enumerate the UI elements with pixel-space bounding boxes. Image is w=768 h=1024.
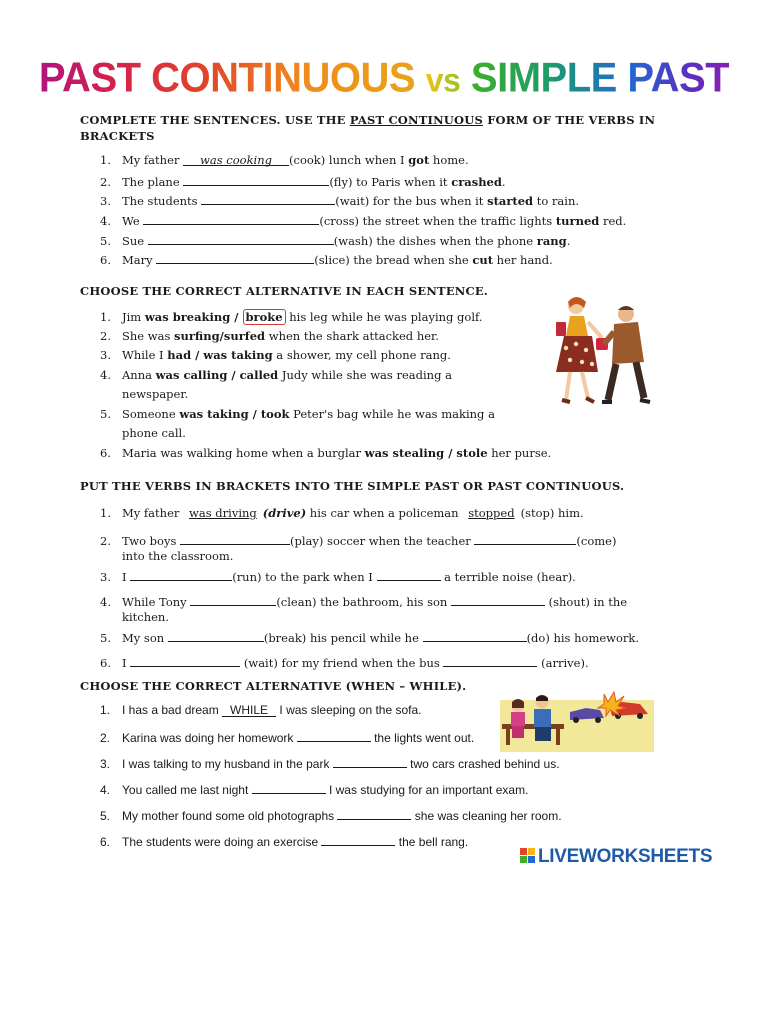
section4-heading: CHOOSE THE CORRECT ALTERNATIVE (WHEN – WHILE).	[80, 679, 467, 693]
title-part-1: PAST CONTINUOUS	[38, 54, 416, 102]
couple-bench-car-crash-illustration	[500, 686, 654, 752]
s1-item-5: 5. Sue (wash) the dishes when the phone rang.	[100, 234, 571, 248]
s1-item-3: 3. The students (wait) for the bus when it started to rain.	[100, 194, 580, 208]
s2-option-was-breaking[interactable]: was breaking	[144, 310, 231, 324]
s3-answer-4b[interactable]	[451, 593, 545, 606]
section2-heading: CHOOSE THE CORRECT ALTERNATIVE IN EACH SENTENCE.	[80, 284, 489, 298]
s3-answer-5b[interactable]	[423, 629, 527, 642]
liveworksheets-logo[interactable]	[520, 846, 712, 868]
s4-answer-1[interactable]: WHILE	[222, 704, 276, 717]
s4-item-3: 3. I was talking to my husband in the park two cars crashed behind us.	[100, 757, 560, 771]
s3-answer-4a[interactable]	[190, 593, 276, 606]
s1-item-6: 6. Mary (slice) the bread when she cut her hand.	[100, 253, 553, 267]
s2-item-5: 5. Someone was taking / took Peter's bag while he was making a phone call.	[100, 407, 495, 440]
s4-item-1: 1. I has a bad dream WHILE I was sleeping on the sofa.	[100, 703, 422, 717]
s2-option-broke-selected[interactable]: broke	[243, 309, 286, 325]
s2-item-1: 1. Jim was breaking / broke his leg while he was playing golf.	[100, 310, 483, 324]
s3-answer-2a[interactable]	[180, 532, 290, 545]
s4-item-5: 5. My mother found some old photographs she was cleaning her room.	[100, 809, 562, 823]
s1-item-1: 1. My father was cooking (cook) lunch when I got home.	[100, 153, 469, 167]
s1-item-4: 4. We (cross) the street when the traffic lights turned red.	[100, 214, 627, 228]
s2-item-6: 6. Maria was walking home when a burglar was stealing / stole her purse.	[100, 446, 552, 460]
s2-item-4: 4. Anna was calling / called Judy while she was reading a newspaper.	[100, 368, 452, 401]
s3-answer-3a[interactable]	[130, 568, 232, 581]
s4-answer-6[interactable]	[321, 833, 395, 846]
woman-purse-thief-illustration	[548, 292, 658, 410]
s3-item-4: 4. While Tony (clean) the bathroom, his son (shout) in the kitchen.	[100, 595, 628, 624]
section3-heading: PUT THE VERBS IN BRACKETS INTO THE SIMPLE PAST OR PAST CONTINUOUS.	[80, 479, 625, 493]
s3-answer-1a[interactable]: was driving	[189, 506, 257, 520]
s1-answer-3[interactable]	[201, 192, 335, 205]
s3-answer-5a[interactable]	[168, 629, 264, 642]
s4-item-6: 6. The students were doing an exercise the bell rang.	[100, 835, 469, 849]
s1-answer-2[interactable]	[183, 173, 329, 186]
s3-answer-1b[interactable]: stopped	[468, 506, 515, 520]
s2-item-3: 3. While I had / was taking a shower, my cell phone rang.	[100, 348, 451, 362]
s3-item-3: 3. I (run) to the park when I a terrible noise (hear).	[100, 570, 576, 584]
s1-answer-6[interactable]	[156, 251, 314, 264]
s4-answer-5[interactable]	[337, 807, 411, 820]
s3-item-5: 5. My son (break) his pencil while he (do) his homework.	[100, 631, 640, 645]
s4-answer-2[interactable]	[297, 729, 371, 742]
s2-options-6[interactable]: was stealing / stole	[364, 446, 488, 460]
s3-answer-2b[interactable]	[474, 532, 576, 545]
page-title	[0, 53, 768, 106]
s1-answer-1[interactable]: was cooking	[183, 153, 289, 166]
s2-item-2: 2. She was surfing/surfed when the shark attacked her.	[100, 329, 439, 343]
brand-name: LIVEWORKSHEETS	[538, 846, 713, 867]
s3-answer-6a[interactable]	[130, 654, 240, 667]
s2-options-5[interactable]: was taking / took	[179, 407, 290, 421]
s1-answer-4[interactable]	[143, 212, 319, 225]
s3-item-6: 6. I (wait) for my friend when the bus (arrive).	[100, 656, 589, 670]
section1-heading: COMPLETE THE SENTENCES. USE THE PAST CONTINUOUS FORM OF THE VERBS IN BRACKETS	[80, 113, 656, 143]
s1-item-2: 2. The plane (fly) to Paris when it crashed.	[100, 175, 506, 189]
s2-options-4[interactable]: was calling / called	[155, 368, 279, 382]
s4-answer-3[interactable]	[333, 755, 407, 768]
s4-answer-4[interactable]	[252, 781, 326, 794]
s4-item-2: 2. Karina was doing her homework the lights went out.	[100, 731, 475, 745]
s4-item-4: 4. You called me last night I was studying for an important exam.	[100, 783, 529, 797]
s1-answer-5[interactable]	[148, 232, 334, 245]
s2-options-2[interactable]: surfing/surfed	[174, 329, 266, 343]
title-part-3: SIMPLE PAST	[470, 54, 730, 102]
title-part-2: vs	[425, 61, 461, 99]
s3-item-2: 2. Two boys (play) soccer when the teacher (come) into the classroom.	[100, 534, 617, 563]
s3-item-1: 1. My father was driving (drive) his car when a policeman stopped (stop) him.	[100, 506, 584, 520]
s3-answer-3b[interactable]	[377, 568, 441, 581]
liveworksheets-icon	[520, 848, 536, 864]
s3-answer-6b[interactable]	[443, 654, 537, 667]
s2-options-3[interactable]: had / was taking	[167, 348, 273, 362]
